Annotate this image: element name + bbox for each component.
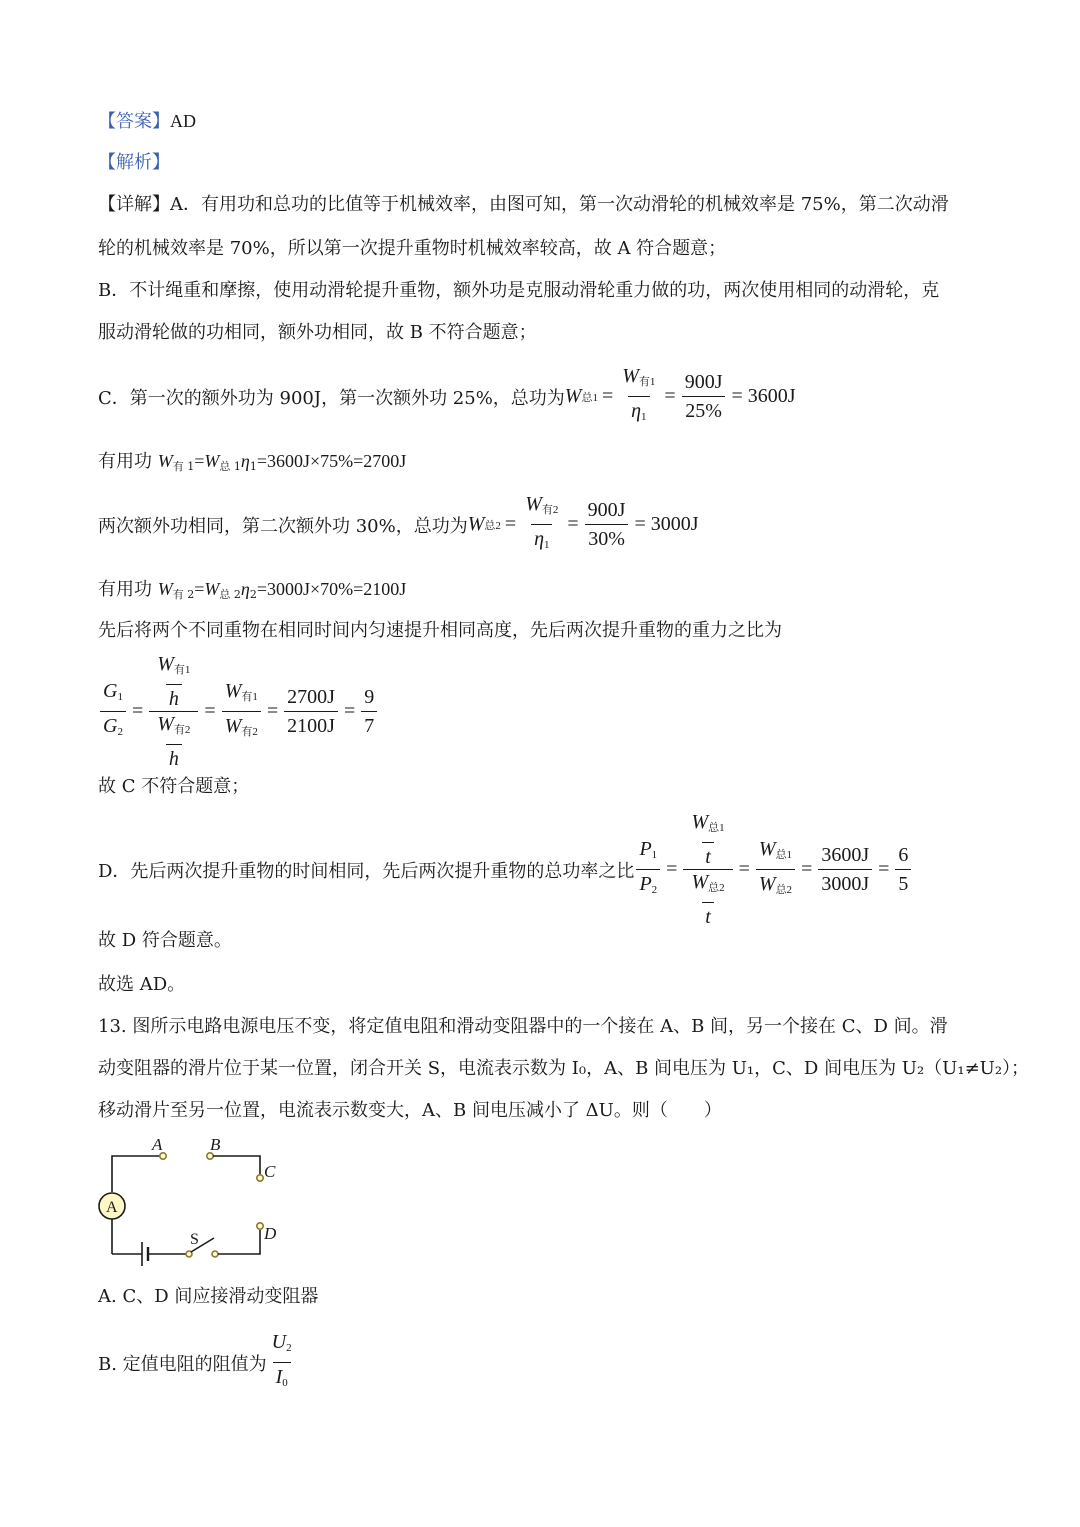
q13-line-2: 动变阻器的滑片位于某一位置，闭合开关 S，电流表示数为 I₀，A、B 间电压为 U₁，C、D 间电压为 U₂（U₁≠U₂）； xyxy=(98,1058,1030,1079)
option-b: B. 定值电阻的阻值为 $\frac{U_2}{I_0}$ xyxy=(98,1330,297,1395)
detail-line-c2: 有用功 $W_{有 1}=W_{总 1}\eta_1=3600J\times 75\%=2700J$ xyxy=(98,451,407,473)
c1-text: C．第一次的额外功为 900J，第一次额外功 25%，总功为 xyxy=(98,387,565,409)
answer-line xyxy=(98,108,196,135)
option-b-formula: $\frac{U_2}{I_0}$ xyxy=(267,1330,297,1395)
gravity-ratio-formula: $\frac{G_1}{G_2}$ = $\frac{\frac{W_{有1}}{h}}{\frac{W_{有2}}{h}}$ = $\frac{W_{有1}}{W_{有2}}$ = $\frac{2700J}{2100J}$ = $\frac{9}{7}$ xyxy=(98,652,379,771)
switch-contact xyxy=(212,1251,218,1257)
fraction-900-over-25: $\frac{900J}{25\%}$ xyxy=(682,370,726,423)
power-ratio-formula: $\frac{P_1}{P_2}$ = $\frac{\frac{W_{总1}}{t}}{\frac{W_{总2}}{t}}$ = $\frac{W_{总1}}{W_{总2}}$ = $\frac{3600J}{3000J}$ = $\frac{6}{5}$ xyxy=(634,810,913,929)
q13-line-1: 13. 图所示电路电源电压不变，将定值电阻和滑动变阻器中的一个接在 A、B 间，另一个接在 C、D 间。滑 xyxy=(98,1016,948,1037)
label-d: D xyxy=(264,1224,277,1243)
total-work-formula-2: W 总2 = $\frac{W_{有2}}{\eta_1}$ = $\frac{900J}{30\%}$ = 3000J xyxy=(468,492,699,557)
detail-label: 【详解】 xyxy=(98,194,170,215)
terminal-c xyxy=(257,1175,263,1181)
detail-line-c3 xyxy=(98,492,699,557)
label-b: B xyxy=(210,1135,221,1154)
detail-line-c6: 故 C 不符合题意； xyxy=(98,776,250,797)
detail-line-c4: 有用功 $W_{有 2}=W_{总 2}\eta_2=3000J\times 70\%=2100J$ xyxy=(98,579,407,601)
analysis-label: 【解析】 xyxy=(98,152,170,173)
q13-line-3: 移动滑片至另一位置，电流表示数变大，A、B 间电压减小了 ΔU。则（ ） xyxy=(98,1100,722,1121)
wire-bottom-right xyxy=(218,1230,260,1254)
label-s: S xyxy=(190,1231,199,1248)
detail-line-1 xyxy=(98,192,949,218)
label-a: A xyxy=(152,1135,163,1154)
total-work-formula-1: W 总1 = $\frac{W_{有1}}{\eta_1}$ = $\frac{900J}{25\%}$ = 3600J xyxy=(565,364,796,429)
c3-text: 两次额外功相同，第二次额外功 30%，总功为 xyxy=(98,515,468,537)
detail-line-choose: 故选 AD。 xyxy=(98,974,186,995)
detail-line-c5: 先后将两个不同重物在相同时间内匀速提升相同高度，先后两次提升重物的重力之比为 xyxy=(98,620,782,641)
detail-line-b1: B．不计绳重和摩擦，使用动滑轮提升重物，额外功是克服动滑轮重力做的功，两次使用相同的动滑轮，克 xyxy=(98,280,940,301)
ammeter-label: A xyxy=(106,1199,118,1216)
answer-value: AD xyxy=(170,111,196,131)
circuit-diagram xyxy=(90,1132,290,1274)
detail-line-d1: D．先后两次提升重物的时间相同，先后两次提升重物的总功率之比 $\frac{P_1}{P_2}$ = $\frac{\frac{W_{总1}}{t}}{\frac{W_{总2}}{t}}$ = $\frac{W_{总1}}{W_{总2}}$ = $\frac{3600J}{3000J}$ = $\frac{6}{5}$ xyxy=(98,810,913,929)
terminal-d xyxy=(257,1223,263,1229)
detail-line-2: 轮的机械效率是 70%，所以第一次提升重物时机械效率较高，故 A 符合题意； xyxy=(98,238,727,259)
wire-b-c xyxy=(213,1156,260,1174)
detail-line-d2: 故 D 符合题意。 xyxy=(98,930,232,951)
detail-line-c1 xyxy=(98,364,796,429)
fraction-use-over-eta: $\frac{W_{有1}}{\eta_1}$ xyxy=(619,364,658,429)
answer-label: 【答案】 xyxy=(98,111,170,132)
wire-left-top xyxy=(112,1156,160,1192)
label-c: C xyxy=(264,1162,276,1181)
detail-line-b2: 服动滑轮做的功相同，额外功相同，故 B 不符合题意； xyxy=(98,322,537,343)
option-a: A. C、D 间应接滑动变阻器 xyxy=(98,1286,319,1307)
detail-text-a1: A．有用功和总功的比值等于机械效率，由图可知，第一次动滑轮的机械效率是 75%，第二次动滑 xyxy=(170,194,949,215)
